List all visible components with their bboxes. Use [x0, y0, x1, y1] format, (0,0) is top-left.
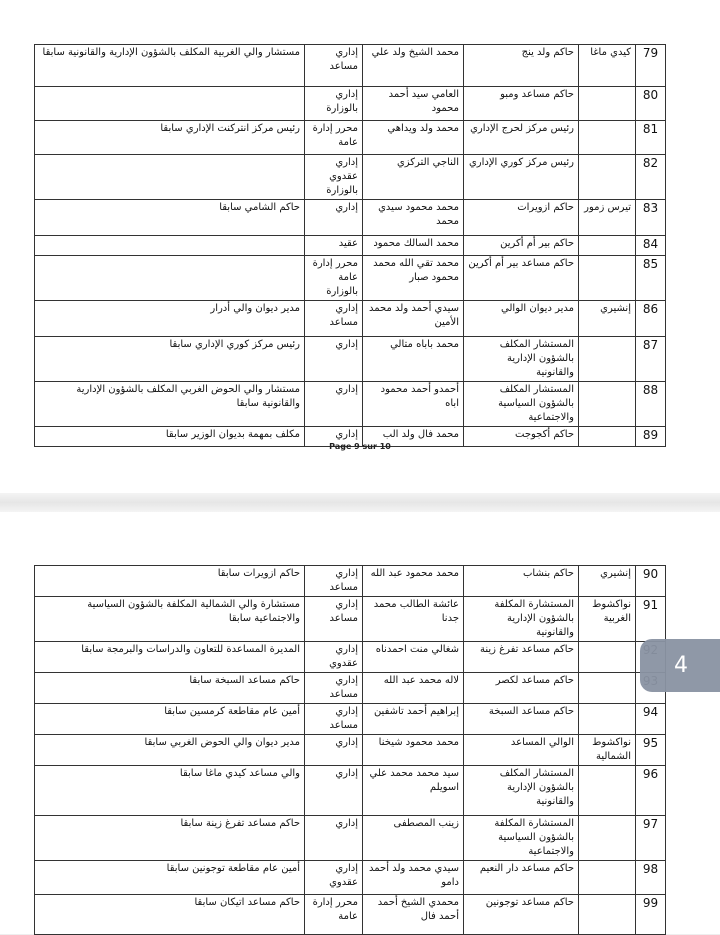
document-page-10	[0, 512, 720, 934]
grade-cell: إداري مساعد	[305, 45, 363, 87]
table-row	[35, 816, 666, 861]
position-cell: مدير ديوان الوالي	[464, 301, 579, 337]
previous-post-cell: أمين عام مقاطعة كرمسين سابقا	[35, 704, 305, 735]
row-number: 90	[636, 566, 666, 597]
name-cell: زينب المصطفى	[363, 816, 464, 861]
grade-cell: محرر إدارة عامة	[305, 895, 363, 935]
grade-cell: إداري	[305, 427, 363, 447]
name-cell: محمد الشيخ ولد علي	[363, 45, 464, 87]
position-cell: حاكم ازويرات	[464, 200, 579, 236]
grade-cell: إداري مساعد	[305, 673, 363, 704]
wilaya-cell	[579, 87, 636, 121]
name-cell: إبراهيم أحمد تاشفين	[363, 704, 464, 735]
name-cell: لاله محمد عبد الله	[363, 673, 464, 704]
position-cell: المستشارة المكلفة بالشؤون السياسية والاجتماعية	[464, 816, 579, 861]
wilaya-cell: إنشيري	[579, 566, 636, 597]
table-row	[35, 337, 666, 382]
wilaya-cell: نواكشوط الشمالية	[579, 735, 636, 766]
position-cell: حاكم مساعد السبخة	[464, 704, 579, 735]
position-cell: حاكم مساعد تفرغ زينة	[464, 642, 579, 673]
position-cell: حاكم مساعد لكصر	[464, 673, 579, 704]
row-number: 86	[636, 301, 666, 337]
table-row	[35, 735, 666, 766]
position-cell: المستشار المكلف بالشؤون الإدارية والقانونية	[464, 337, 579, 382]
wilaya-cell	[579, 704, 636, 735]
grade-cell: إداري	[305, 816, 363, 861]
table-row	[35, 256, 666, 301]
wilaya-cell	[579, 673, 636, 704]
name-cell: سيدي أحمد ولد محمد الأمين	[363, 301, 464, 337]
wilaya-cell	[579, 256, 636, 301]
position-cell: حاكم مساعد دار النعيم	[464, 861, 579, 895]
previous-post-cell: أمين عام مقاطعة توجونين سابقا	[35, 861, 305, 895]
name-cell: سيد محمد محمد علي اسويلم	[363, 766, 464, 816]
grade-cell: إداري عقدوي	[305, 642, 363, 673]
table-row	[35, 121, 666, 155]
name-cell: الناجي التركزي	[363, 155, 464, 200]
grade-cell: إداري	[305, 337, 363, 382]
name-cell: أحمدو أحمد محمود اباه	[363, 382, 464, 427]
name-cell: شغالي منت احمدناه	[363, 642, 464, 673]
row-number: 80	[636, 87, 666, 121]
position-cell: حاكم مساعد بير أم أكرين	[464, 256, 579, 301]
table-row	[35, 861, 666, 895]
name-cell: سيدي محمد ولد أحمد دامو	[363, 861, 464, 895]
row-number: 84	[636, 236, 666, 256]
table-row	[35, 642, 666, 673]
previous-post-cell	[35, 87, 305, 121]
wilaya-cell	[579, 642, 636, 673]
grade-cell: إداري مساعد	[305, 566, 363, 597]
grade-cell: إداري	[305, 735, 363, 766]
previous-post-cell: مدير ديوان والي أدرار	[35, 301, 305, 337]
table-row	[35, 87, 666, 121]
wilaya-cell: تيرس زمور	[579, 200, 636, 236]
row-number: 98	[636, 861, 666, 895]
row-number: 82	[636, 155, 666, 200]
wilaya-cell	[579, 816, 636, 861]
previous-post-cell: مستشار والي الحوض الغربي المكلف بالشؤون الإدارية والقانونية سابقا	[35, 382, 305, 427]
position-cell: المستشار المكلف بالشؤون السياسية والاجتماعية	[464, 382, 579, 427]
table-row	[35, 673, 666, 704]
position-cell: المستشارة المكلفة بالشؤون الإدارية والقانونية	[464, 597, 579, 642]
grade-cell: إداري مساعد	[305, 704, 363, 735]
name-cell: محمد محمود شيخنا	[363, 735, 464, 766]
name-cell: العامي سيد أحمد محمود	[363, 87, 464, 121]
table-row	[35, 301, 666, 337]
row-number: 83	[636, 200, 666, 236]
table-row	[35, 766, 666, 816]
table-row	[35, 597, 666, 642]
grade-cell: إداري مساعد	[305, 301, 363, 337]
row-number: 85	[636, 256, 666, 301]
wilaya-cell: نواكشوط الغربية	[579, 597, 636, 642]
row-number: 81	[636, 121, 666, 155]
position-cell: رئيس مركز كوري الإداري	[464, 155, 579, 200]
table-row	[35, 895, 666, 935]
previous-post-cell	[35, 236, 305, 256]
previous-post-cell: مكلف بمهمة بديوان الوزير سابقا	[35, 427, 305, 447]
wilaya-cell	[579, 382, 636, 427]
grade-cell: إداري	[305, 382, 363, 427]
name-cell: محمد باباه متالي	[363, 337, 464, 382]
name-cell: محمد ولد ويداهي	[363, 121, 464, 155]
wilaya-cell	[579, 861, 636, 895]
previous-post-cell: المديرة المساعدة للتعاون والدراسات والبرمجة سابقا	[35, 642, 305, 673]
row-number: 89	[636, 427, 666, 447]
previous-post-cell: حاكم مساعد تفرغ زينة سابقا	[35, 816, 305, 861]
row-number: 88	[636, 382, 666, 427]
page-indicator-badge[interactable]: 4	[640, 639, 720, 692]
position-cell: حاكم مساعد ومبو	[464, 87, 579, 121]
position-cell: حاكم بير أم أكرين	[464, 236, 579, 256]
position-cell: الوالي المساعد	[464, 735, 579, 766]
grade-cell: إداري عقدوي بالوزارة	[305, 155, 363, 200]
previous-post-cell: حاكم مساعد السبخة سابقا	[35, 673, 305, 704]
row-number: 87	[636, 337, 666, 382]
row-number: 79	[636, 45, 666, 87]
name-cell: محمدي الشيخ أحمد أحمد فال	[363, 895, 464, 935]
table-row	[35, 200, 666, 236]
position-cell: حاكم مساعد توجونين	[464, 895, 579, 935]
wilaya-cell	[579, 121, 636, 155]
page-separator	[0, 493, 720, 512]
previous-post-cell: والي مساعد كيدي ماغا سابقا	[35, 766, 305, 816]
previous-post-cell: مستشار والي الغربية المكلف بالشؤون الإدارية والقانونية سابقا	[35, 45, 305, 87]
name-cell: محمد السالك محمود	[363, 236, 464, 256]
previous-post-cell: رئيس مركز انتركنت الإداري سابقا	[35, 121, 305, 155]
position-cell: حاكم ولد ينج	[464, 45, 579, 87]
wilaya-cell	[579, 895, 636, 935]
previous-post-cell: حاكم ازويرات سابقا	[35, 566, 305, 597]
position-cell: رئيس مركز لحرج الإداري	[464, 121, 579, 155]
row-number: 95	[636, 735, 666, 766]
grade-cell: إداري مساعد	[305, 597, 363, 642]
appointments-table-page-9	[34, 44, 666, 447]
table-row	[35, 155, 666, 200]
grade-cell: محرر إدارة عامة	[305, 121, 363, 155]
table-row	[35, 236, 666, 256]
previous-post-cell: مدير ديوان والي الحوض الغربي سابقا	[35, 735, 305, 766]
table-row	[35, 566, 666, 597]
grade-cell: إداري بالوزارة	[305, 87, 363, 121]
position-cell: حاكم أكجوجت	[464, 427, 579, 447]
name-cell: محمد تقي الله محمد محمود صبار	[363, 256, 464, 301]
position-cell: حاكم بنشاب	[464, 566, 579, 597]
row-number: 99	[636, 895, 666, 935]
name-cell: محمد محمود سيدي محمد	[363, 200, 464, 236]
grade-cell: عقيد	[305, 236, 363, 256]
table-row	[35, 382, 666, 427]
page-footer: Page 9 sur 10	[329, 442, 391, 451]
wilaya-cell	[579, 155, 636, 200]
table-row	[35, 704, 666, 735]
wilaya-cell: إنشيري	[579, 301, 636, 337]
position-cell: المستشار المكلف بالشؤون الإدارية والقانونية	[464, 766, 579, 816]
name-cell: محمد محمود عبد الله	[363, 566, 464, 597]
wilaya-cell	[579, 236, 636, 256]
row-number: 94	[636, 704, 666, 735]
grade-cell: إداري	[305, 766, 363, 816]
wilaya-cell	[579, 337, 636, 382]
wilaya-cell: كيدي ماغا	[579, 45, 636, 87]
wilaya-cell	[579, 766, 636, 816]
appointments-table-page-10	[34, 565, 666, 935]
table-row	[35, 45, 666, 87]
previous-post-cell	[35, 155, 305, 200]
name-cell: محمد فال ولد الب	[363, 427, 464, 447]
row-number: 91	[636, 597, 666, 642]
previous-post-cell: رئيس مركز كوري الإداري سابقا	[35, 337, 305, 382]
grade-cell: محرر إدارة عامة بالوزارة	[305, 256, 363, 301]
grade-cell: إداري عقدوي	[305, 861, 363, 895]
previous-post-cell	[35, 256, 305, 301]
previous-post-cell: حاكم الشامي سابقا	[35, 200, 305, 236]
name-cell: عائشة الطالب محمد جدنا	[363, 597, 464, 642]
previous-post-cell: حاكم مساعد اتيكان سابقا	[35, 895, 305, 935]
row-number: 97	[636, 816, 666, 861]
grade-cell: إداري	[305, 200, 363, 236]
row-number: 96	[636, 766, 666, 816]
previous-post-cell: مستشارة والي الشمالية المكلفة بالشؤون السياسية والاجتماعية سابقا	[35, 597, 305, 642]
